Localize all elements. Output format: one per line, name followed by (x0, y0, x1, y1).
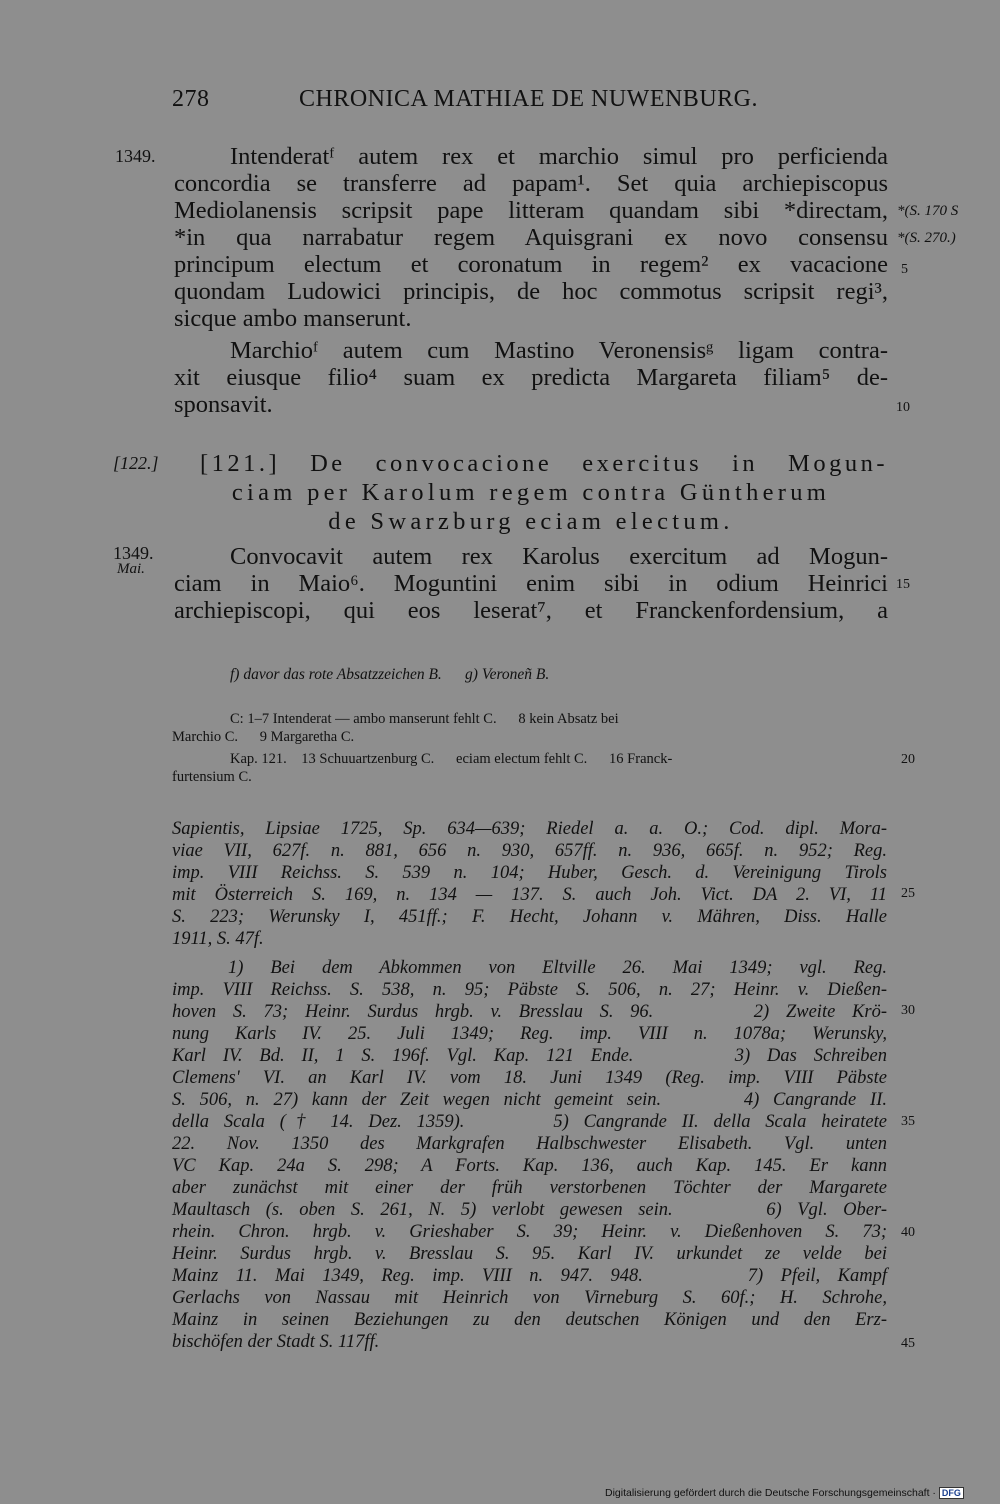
footnote-line: bischöfen der Stadt S. 117ff. (172, 1332, 380, 1352)
page-number: 278 (172, 86, 210, 112)
footnote-line: Clemens' VI. an Karl IV. vom 18. Juni 1349 (Reg. imp. VIII Päbste (172, 1068, 887, 1088)
footnote-line: imp. VIII Reichss. S. 539 n. 104; Huber, Gesch. d. Vereinigung Tirols (172, 863, 887, 883)
dfg-logo: DFG (939, 1487, 964, 1499)
margin-sigla-2: *(S. 270.) (897, 230, 956, 246)
footnote-line: 1) Bei dem Abkommen von Eltville 26. Mai 1349; vgl. Reg. (228, 958, 887, 978)
footnote-line: Sapientis, Lipsiae 1725, Sp. 634—639; Riedel a. a. O.; Cod. dipl. Mora- (172, 819, 887, 839)
collation-line: Kap. 121. 13 Schuuartzenburg C. eciam electum fehlt C. 16 Franck- (230, 751, 673, 767)
text-line: *in qua narrabatur regem Aquisgrani ex novo consensu (174, 224, 888, 251)
margin-sigla-1: *(S. 170 S (897, 203, 959, 219)
footnote-line: Karl IV. Bd. II, 1 S. 196f. Vgl. Kap. 121 Ende. 3) Das Schreiben (172, 1046, 887, 1066)
line-number: 45 (901, 1336, 915, 1351)
footnote-line: nung Karls IV. 25. Juli 1349; Reg. imp. VIII n. 1078a; Werunsky, (172, 1024, 887, 1044)
running-title: CHRONICA MATHIAE DE NUWENBURG. (299, 86, 758, 112)
text-line: archiepiscopi, qui eos leserat⁷, et Franckenfordensium, a (174, 597, 888, 624)
footnote-line: rhein. Chron. hrgb. v. Grieshaber S. 39; Heinr. v. Dießenhoven S. 73; (172, 1222, 887, 1242)
collation-line: C: 1–7 Intenderat — ambo manserunt fehlt C. 8 kein Absatz bei (230, 711, 619, 727)
text-line: ciam in Maio⁶. Moguntini enim sibi in odium Heinrici (174, 570, 888, 597)
text-line: xit eiusque filio⁴ suam ex predicta Margareta filiam⁵ de- (174, 364, 888, 391)
text-line: concordia se transferre ad papam¹. Set quia archiepiscopus (174, 170, 888, 197)
digitization-credit (605, 1487, 964, 1499)
chapter-heading-line: ciam per Karolum regem contra Güntherum (231, 479, 831, 506)
chapter-heading-line: [121.] De convocacione exercitus in Mogun- (200, 450, 888, 477)
text-line: sicque ambo manserunt. (174, 305, 412, 332)
text-line: Marchioᶠ autem cum Mastino Veronensisᵍ ligam contra- (230, 337, 888, 364)
line-number: 35 (901, 1114, 915, 1129)
footnote-line: imp. VIII Reichss. S. 538, n. 95; Päbste S. 506, n. 27; Heinr. v. Dießen- (172, 980, 887, 1000)
margin-year: 1349. (115, 146, 156, 166)
text-line: sponsavit. (174, 391, 273, 418)
credit-text: Digitalisierung gefördert durch die Deutsche Forschungsgemeinschaft · (605, 1487, 936, 1499)
text-line: Mediolanensis scripsit pape litteram quandam sibi *directam, (174, 197, 888, 224)
collation-line: furtensium C. (172, 769, 252, 785)
line-number: 20 (901, 752, 915, 767)
text-line: quondam Ludowici principis, de hoc commotus scripsit regi³, (174, 278, 888, 305)
footnote-line: della Scala († 14. Dez. 1359). 5) Cangrande II. della Scala heiratete (172, 1112, 887, 1132)
text-line: principum electum et coronatum in regem² ex vacacione (174, 251, 888, 278)
text-line: Intenderatᶠ autem rex et marchio simul pro perficienda (230, 143, 888, 170)
margin-chapter-number: [122.] (113, 453, 159, 473)
line-number: 5 (901, 262, 908, 277)
footnote-line: 1911, S. 47f. (172, 929, 264, 949)
text-line: Convocavit autem rex Karolus exercitum ad Mogun- (230, 543, 888, 570)
line-number: 15 (896, 577, 910, 592)
footnote-line: Heinr. Surdus hrgb. v. Bresslau S. 95. Karl IV. urkundet ze velde bei (172, 1244, 887, 1264)
footnote-line: Mainz in seinen Beziehungen zu den deutschen Königen und den Erz- (172, 1310, 887, 1330)
footnote-line: Gerlachs von Nassau mit Heinrich von Virneburg S. 60f.; H. Schrohe, (172, 1288, 887, 1308)
footnote-line: aber zunächst mit einer der früh verstorbenen Töchter der Margarete (172, 1178, 887, 1198)
footnote-line: mit Österreich S. 169, n. 134 — 137. S. auch Joh. Vict. DA 2. VI, 11 (172, 885, 887, 905)
footnote-line: hoven S. 73; Heinr. Surdus hrgb. v. Bresslau S. 96. 2) Zweite Krö- (172, 1002, 887, 1022)
footnote-line: viae VII, 627f. n. 881, 656 n. 930, 657ff. n. 936, 665f. n. 952; Reg. (172, 841, 887, 861)
footnote-line: S. 223; Werunsky I, 451ff.; F. Hecht, Johann v. Mähren, Diss. Halle (172, 907, 887, 927)
footnote-line: VC Kap. 24a S. 298; A Forts. Kap. 136, auch Kap. 145. Er kann (172, 1156, 887, 1176)
apparatus-note: f) davor das rote Absatzzeichen B. g) Veroneñ B. (230, 666, 550, 683)
footnote-line: S. 506, n. 27) kann der Zeit wegen nicht gemeint sein. 4) Cangrande II. (172, 1090, 887, 1110)
footnote-line: 22. Nov. 1350 des Markgrafen Halbschwester Elisabeth. Vgl. unten (172, 1134, 887, 1154)
line-number: 40 (901, 1225, 915, 1240)
margin-year-2: 1349. (113, 543, 154, 563)
footnote-line: Mainz 11. Mai 1349, Reg. imp. VIII n. 947. 948. 7) Pfeil, Kampf (172, 1266, 887, 1286)
line-number: 10 (896, 400, 910, 415)
margin-month: Mai. (117, 561, 145, 577)
line-number: 30 (901, 1003, 915, 1018)
collation-line: Marchio C. 9 Margaretha C. (172, 729, 355, 745)
line-number: 25 (901, 886, 915, 901)
footnote-line: Maultasch (s. oben S. 261, N. 5) verlobt gewesen sein. 6) Vgl. Ober- (172, 1200, 887, 1220)
chapter-heading-line: de Swarzburg eciam electum. (328, 508, 734, 535)
